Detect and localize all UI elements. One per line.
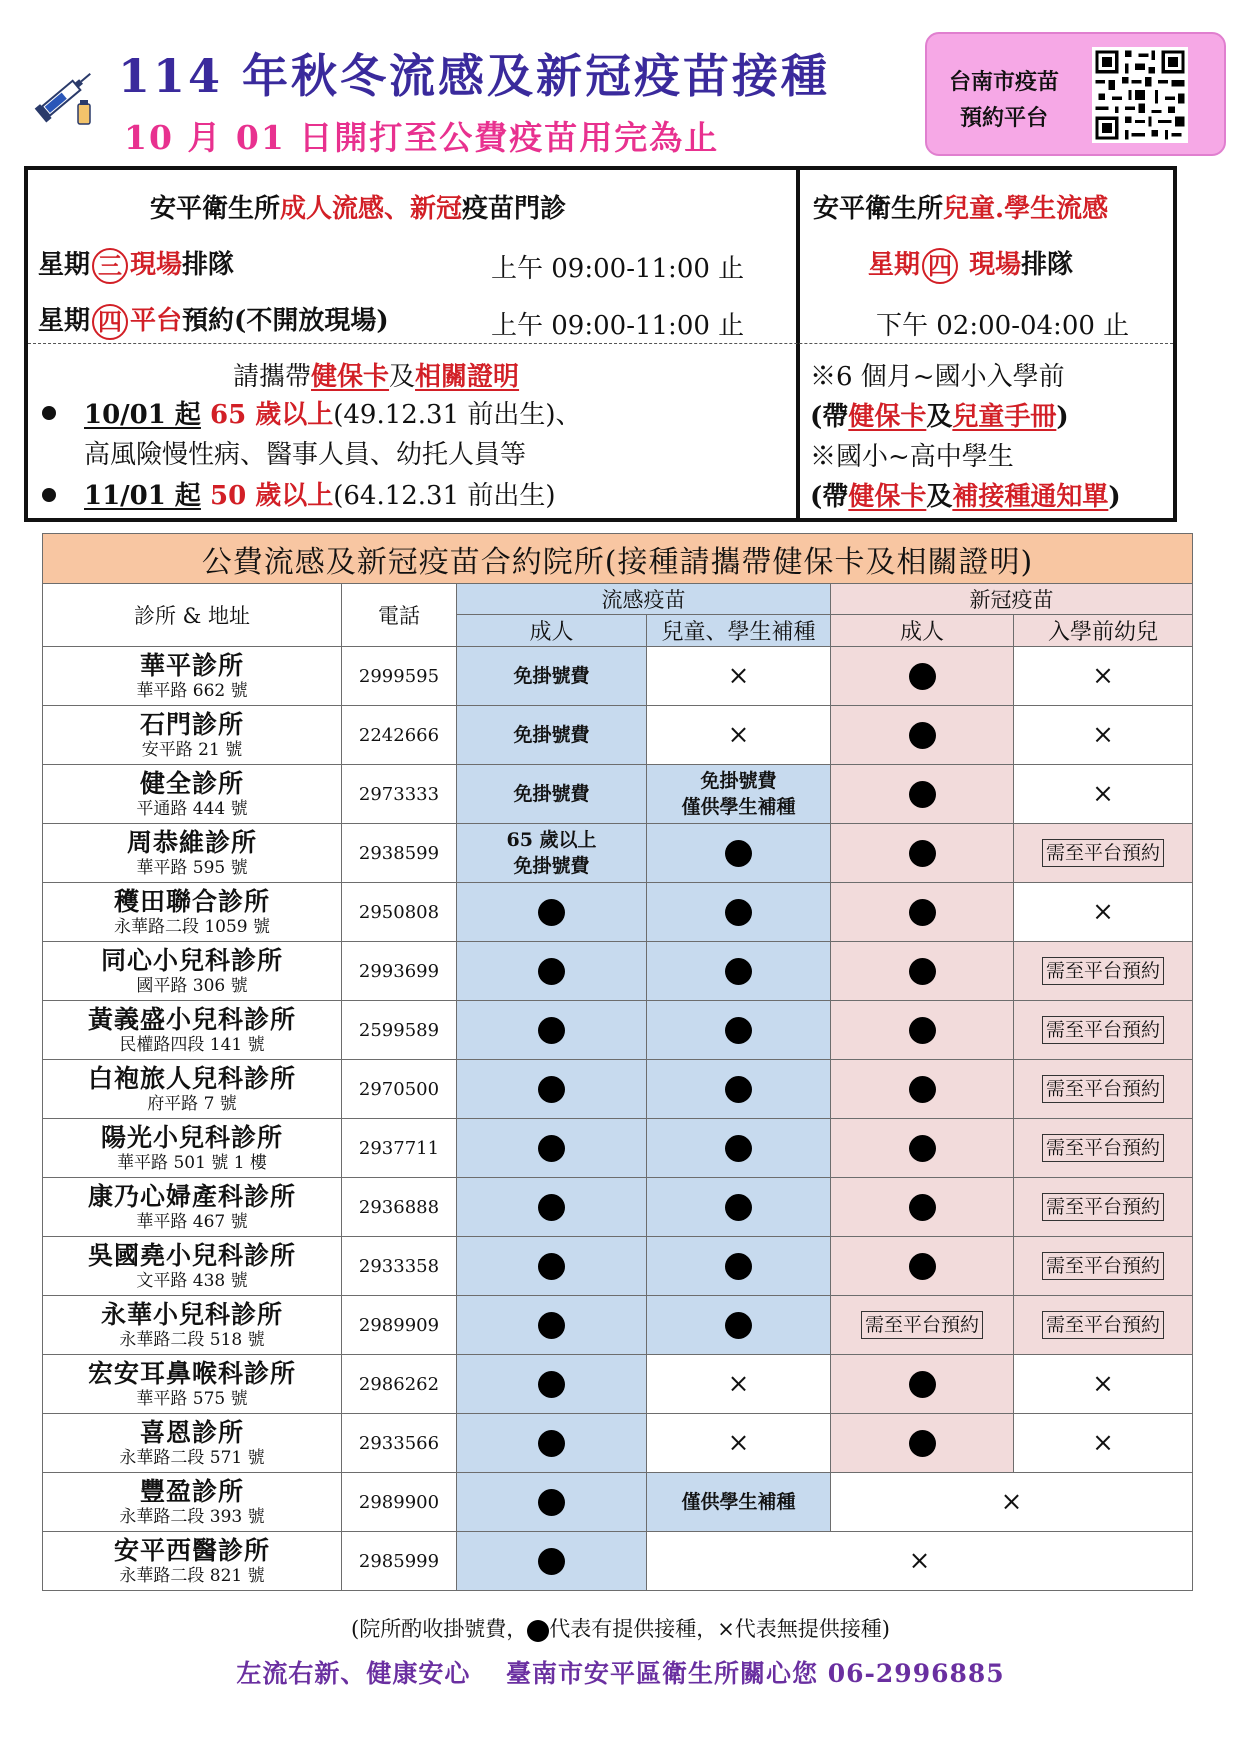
clinic-address: 永華路二段 821 號 <box>119 1566 265 1586</box>
clinic-cell <box>43 1060 342 1119</box>
flu-child-cell <box>647 1355 831 1414</box>
child-time: 下午 02:00-04:00 止 <box>876 311 1130 341</box>
clinic-name: 石門診所 <box>139 710 244 739</box>
cell-text: 免掛號費 <box>513 783 590 805</box>
filled-circle-icon <box>909 958 936 985</box>
covid-adult-cell <box>831 1001 1014 1060</box>
table-title: 公費流感及新冠疫苗合約院所(接種請攜帶健保卡及相關證明) <box>43 534 1193 584</box>
clinic-cell <box>43 1532 342 1591</box>
thu-mode: 平台 <box>130 306 183 336</box>
adult-heading-suffix: 疫苗門診 <box>462 194 567 224</box>
clinic-address: 安平路 21 號 <box>141 740 243 760</box>
clinic-phone: 2985999 <box>342 1532 457 1591</box>
clinic-phone: 2970500 <box>342 1060 457 1119</box>
table-row <box>43 1296 1193 1355</box>
col-group-covid: 新冠疫苗 <box>831 584 1193 615</box>
cross-icon: × <box>1092 1369 1114 1399</box>
clinic-address: 永華路二段 1059 號 <box>113 917 271 937</box>
child-clinic-heading <box>813 188 1108 225</box>
child-note-students: ※國小~高中學生 <box>810 442 1014 472</box>
clinic-cell <box>43 1296 342 1355</box>
flu-adult-cell <box>457 1473 647 1532</box>
cell-text: 僅供學生補種 <box>681 1491 796 1513</box>
note2-paren-open: (帶 <box>810 482 849 512</box>
child-note-students-docs <box>810 476 1121 513</box>
rule2-date: 11/01 起 <box>84 481 201 511</box>
note2-notice: 補接種通知單 <box>952 482 1109 512</box>
table-row <box>43 1473 1193 1532</box>
covid-preschool-cell <box>1014 1178 1193 1237</box>
col-header-covid-adult: 成人 <box>831 615 1014 647</box>
booking-required-badge: 需至平台預約 <box>1042 1252 1164 1280</box>
child-note-preschool: ※6 個月~國小入學前 <box>810 362 1065 392</box>
filled-circle-icon <box>909 840 936 867</box>
child-schedule <box>868 244 1073 284</box>
covid-adult-cell <box>831 883 1014 942</box>
clinic-cell <box>43 1473 342 1532</box>
filled-circle-icon <box>538 1076 565 1103</box>
flu-adult-cell <box>457 1296 647 1355</box>
clinic-cell <box>43 1237 342 1296</box>
booking-required-badge: 需至平台預約 <box>1042 1193 1164 1221</box>
booking-required-badge: 需至平台預約 <box>1042 1134 1164 1162</box>
covid-adult-cell <box>831 824 1014 883</box>
clinic-address: 華平路 575 號 <box>136 1389 248 1409</box>
clinic-phone: 2989900 <box>342 1473 457 1532</box>
col-header-covid-preschool: 入學前幼兒 <box>1014 615 1193 647</box>
flu-adult-cell <box>457 942 647 1001</box>
flu-adult-cell <box>457 706 647 765</box>
clinic-name: 黃義盛小兒科診所 <box>87 1005 296 1034</box>
note1-paren-open: (帶 <box>810 402 849 432</box>
clinic-name: 白袍旅人兒科診所 <box>87 1064 296 1093</box>
covid-preschool-cell <box>1014 1060 1193 1119</box>
flu-child-cell <box>647 765 831 824</box>
covid-adult-cell <box>831 647 1014 706</box>
cross-icon: × <box>1092 779 1114 809</box>
covid-adult-cell <box>831 1119 1014 1178</box>
rule-65-plus <box>84 394 582 431</box>
table-row <box>43 883 1193 942</box>
filled-circle-icon <box>538 1489 565 1516</box>
child-suffix: 排隊 <box>1021 250 1074 280</box>
clinic-phone: 2599589 <box>342 1001 457 1060</box>
covid-preschool-cell <box>1014 1237 1193 1296</box>
clinic-address: 府平路 7 號 <box>147 1094 237 1114</box>
covid-preschool-cell <box>1014 883 1193 942</box>
clinic-cell <box>43 824 342 883</box>
clinic-phone: 2936888 <box>342 1178 457 1237</box>
legend-prefix: (院所酌收掛號費， <box>351 1617 528 1641</box>
filled-circle-icon <box>909 1371 936 1398</box>
flu-adult-cell <box>457 1178 647 1237</box>
info-divider-vertical <box>796 170 800 518</box>
clinic-address: 永華路二段 571 號 <box>119 1448 265 1468</box>
wed-prefix: 星期 <box>38 250 91 280</box>
qr-code-icon[interactable] <box>1092 47 1188 143</box>
table-row <box>43 1001 1193 1060</box>
table-row <box>43 942 1193 1001</box>
child-day-prefix: 星期 <box>868 250 921 280</box>
filled-circle-icon <box>538 1017 565 1044</box>
table-row <box>43 1119 1193 1178</box>
filled-circle-icon <box>909 899 936 926</box>
filled-circle-icon <box>909 1017 936 1044</box>
clinic-phone: 2989909 <box>342 1296 457 1355</box>
bring-and: 及 <box>389 362 416 392</box>
wed-mode: 現場 <box>130 250 183 280</box>
wed-day-circle: 三 <box>92 248 128 284</box>
covid-adult-cell <box>831 1296 1014 1355</box>
clinic-rows <box>43 647 1193 1591</box>
clinic-cell <box>43 1355 342 1414</box>
flu-child-cell <box>647 883 831 942</box>
booking-required-badge: 需至平台預約 <box>1042 1016 1164 1044</box>
covid-adult-cell <box>831 942 1014 1001</box>
cell-text: 僅供學生補種 <box>681 796 796 818</box>
bring-prefix: 請攜帶 <box>233 362 312 392</box>
rule-high-risk: 高風險慢性病、醫事人員、幼托人員等 <box>84 440 527 470</box>
booking-required-badge: 需至平台預約 <box>1042 1311 1164 1339</box>
clinic-phone: 2993699 <box>342 942 457 1001</box>
clinic-address: 華平路 501 號 1 樓 <box>117 1153 267 1173</box>
clinic-cell <box>43 1414 342 1473</box>
filled-circle-icon <box>725 1076 752 1103</box>
clinic-phone: 2933358 <box>342 1237 457 1296</box>
child-day-circle: 四 <box>922 248 958 284</box>
flu-child-cell <box>647 1178 831 1237</box>
cross-icon: × <box>1000 1487 1023 1517</box>
table-row <box>43 1237 1193 1296</box>
clinic-info-box <box>24 166 1177 522</box>
filled-circle-icon <box>725 1194 752 1221</box>
clinic-name: 健全診所 <box>139 769 244 798</box>
child-heading-highlight: 兒童.學生流感 <box>943 194 1109 224</box>
rule2-age: 50 歲以上 <box>209 481 334 511</box>
booking-required-badge: 需至平台預約 <box>1042 839 1164 867</box>
page-subtitle: 10 月 01 日開打至公費疫苗用完為止 <box>124 118 720 157</box>
covid-preschool-cell <box>1014 1414 1193 1473</box>
adult-heading-prefix: 安平衛生所 <box>150 194 281 224</box>
flu-adult-cell <box>457 1119 647 1178</box>
flu-child-cell <box>647 1060 831 1119</box>
col-header-clinic: 診所 & 地址 <box>43 584 342 647</box>
clinic-name: 豐盈診所 <box>139 1477 244 1506</box>
note2-card: 健保卡 <box>848 482 927 512</box>
filled-circle-icon <box>909 1135 936 1162</box>
clinic-cell <box>43 706 342 765</box>
clinic-address: 華平路 595 號 <box>136 858 248 878</box>
table-row <box>43 1414 1193 1473</box>
booking-required-badge: 需至平台預約 <box>1042 1075 1164 1103</box>
flu-child-cell <box>647 942 831 1001</box>
bring-card: 健保卡 <box>311 362 390 392</box>
covid-preschool-cell <box>1014 765 1193 824</box>
table-row <box>43 824 1193 883</box>
flu-adult-cell <box>457 1001 647 1060</box>
covid-adult-cell <box>831 1178 1014 1237</box>
cross-icon: × <box>727 1428 750 1458</box>
bullet-icon <box>42 406 56 420</box>
rule-50-plus <box>84 475 556 512</box>
adult-wednesday-time: 上午 09:00-11:00 止 <box>491 254 745 284</box>
clinic-name: 安平西醫診所 <box>113 1536 270 1565</box>
covid-adult-cell <box>831 765 1014 824</box>
adult-clinic-heading <box>150 188 566 225</box>
covid-preschool-cell <box>1014 1001 1193 1060</box>
filled-circle-icon <box>909 1194 936 1221</box>
clinic-cell <box>43 883 342 942</box>
note1-and: 及 <box>926 402 953 432</box>
slogan: 左流右新、健康安心 臺南市安平區衛生所關心您 06-2996885 <box>236 1659 1005 1688</box>
flu-adult-cell <box>457 883 647 942</box>
cross-icon: × <box>727 661 750 691</box>
booking-required-badge: 需至平台預約 <box>1042 957 1164 985</box>
cell-text: 免掛號費 <box>513 665 590 687</box>
note2-and: 及 <box>926 482 953 512</box>
note1-card: 健保卡 <box>848 402 927 432</box>
filled-circle-icon <box>538 1312 565 1339</box>
col-group-flu: 流感疫苗 <box>457 584 831 615</box>
info-divider-horizontal <box>28 343 1173 344</box>
rule2-birth: (64.12.31 前出生) <box>333 481 556 511</box>
bring-proof: 相關證明 <box>415 362 520 392</box>
table-row <box>43 1355 1193 1414</box>
flu-adult-cell <box>457 1355 647 1414</box>
adult-thursday-time: 上午 09:00-11:00 止 <box>491 311 745 341</box>
clinic-name: 周恭維診所 <box>126 828 257 857</box>
filled-circle-icon <box>725 899 752 926</box>
cross-icon: × <box>1092 661 1114 691</box>
clinic-address: 平通路 444 號 <box>136 799 248 819</box>
clinic-name: 宏安耳鼻喉科診所 <box>87 1359 296 1388</box>
clinic-address: 民權路四段 141 號 <box>119 1035 265 1055</box>
wed-suffix: 排隊 <box>182 250 235 280</box>
covid-adult-cell <box>831 1414 1014 1473</box>
covid-preschool-cell <box>1014 1119 1193 1178</box>
syringe-icon <box>30 60 100 130</box>
adult-wednesday-schedule <box>38 244 234 284</box>
filled-circle-icon <box>527 1620 549 1642</box>
filled-circle-icon <box>725 958 752 985</box>
thu-suffix: 預約(不開放現場) <box>182 306 389 336</box>
child-mode: 現場 <box>969 250 1022 280</box>
filled-circle-icon <box>909 1253 936 1280</box>
filled-circle-icon <box>538 1371 565 1398</box>
note2-paren-close: ) <box>1108 482 1121 512</box>
covid-preschool-cell <box>1014 1296 1193 1355</box>
clinic-cell <box>43 1178 342 1237</box>
filled-circle-icon <box>909 1076 936 1103</box>
filled-circle-icon <box>725 840 752 867</box>
filled-circle-icon <box>538 958 565 985</box>
clinic-name: 康乃心婦產科診所 <box>87 1182 296 1211</box>
filled-circle-icon <box>538 1253 565 1280</box>
rule1-age: 65 歲以上 <box>209 400 334 430</box>
flu-adult-cell <box>457 824 647 883</box>
note1-book: 兒童手冊 <box>952 402 1057 432</box>
cross-icon: × <box>727 720 750 750</box>
filled-circle-icon <box>725 1253 752 1280</box>
cross-icon: × <box>1092 1428 1114 1458</box>
filled-circle-icon <box>909 722 936 749</box>
legend-cross-text: ×代表無提供接種) <box>717 1617 890 1641</box>
adult-heading-highlight: 成人流感、新冠 <box>280 194 463 224</box>
covid-adult-cell <box>831 1060 1014 1119</box>
flu-adult-cell <box>457 765 647 824</box>
table-row <box>43 1060 1193 1119</box>
clinic-address: 國平路 306 號 <box>136 976 248 996</box>
filled-circle-icon <box>538 899 565 926</box>
cross-icon: × <box>1092 897 1114 927</box>
child-note-preschool-docs <box>810 396 1069 433</box>
clinic-name: 陽光小兒科診所 <box>100 1123 283 1152</box>
platform-label-line2: 預約平台 <box>959 105 1048 131</box>
clinic-address: 華平路 467 號 <box>136 1212 248 1232</box>
table-row <box>43 706 1193 765</box>
filled-circle-icon <box>538 1135 565 1162</box>
clinic-phone: 2938599 <box>342 824 457 883</box>
cross-icon: × <box>1092 720 1114 750</box>
filled-circle-icon <box>725 1017 752 1044</box>
table-row <box>43 765 1193 824</box>
bring-documents-note <box>233 356 519 393</box>
cross-icon: × <box>908 1546 931 1576</box>
platform-label <box>939 64 1069 136</box>
filled-circle-icon <box>538 1430 565 1457</box>
cell-text: 免掛號費 <box>513 855 590 877</box>
covid-adult-cell <box>831 1237 1014 1296</box>
clinic-name: 永華小兒科診所 <box>100 1300 283 1329</box>
flu-child-cell <box>647 706 831 765</box>
filled-circle-icon <box>538 1548 565 1575</box>
flu-adult-cell <box>457 647 647 706</box>
flu-adult-cell <box>457 1237 647 1296</box>
cell-text: 免掛號費 <box>513 724 590 746</box>
adult-thursday-schedule <box>38 300 389 340</box>
filled-circle-icon <box>538 1194 565 1221</box>
clinic-name: 喜恩診所 <box>139 1418 244 1447</box>
clinic-phone: 2950808 <box>342 883 457 942</box>
page-title: 114 年秋冬流感及新冠疫苗接種 <box>118 49 831 103</box>
filled-circle-icon <box>909 781 936 808</box>
child-heading-prefix: 安平衛生所 <box>813 194 944 224</box>
covid-adult-cell <box>831 706 1014 765</box>
legend-dot-text: 代表有提供接種， <box>549 1617 718 1641</box>
filled-circle-icon <box>725 1312 752 1339</box>
covid-unavailable-cell <box>831 1473 1193 1532</box>
covid-preschool-cell <box>1014 1355 1193 1414</box>
flu-child-cell <box>647 1414 831 1473</box>
clinic-cell <box>43 765 342 824</box>
cross-icon: × <box>727 1369 750 1399</box>
rule1-date: 10/01 起 <box>84 400 201 430</box>
clinic-name: 吳國堯小兒科診所 <box>87 1241 296 1270</box>
clinic-phone: 2937711 <box>342 1119 457 1178</box>
clinic-address: 文平路 438 號 <box>136 1271 248 1291</box>
flu-child-cell <box>647 824 831 883</box>
booking-platform-box[interactable] <box>925 32 1226 156</box>
filled-circle-icon <box>725 1135 752 1162</box>
bullet-icon <box>42 488 56 502</box>
flu-child-cell <box>647 1001 831 1060</box>
platform-label-line1: 台南市疫苗 <box>948 69 1059 95</box>
clinic-cell <box>43 647 342 706</box>
filled-circle-icon <box>909 663 936 690</box>
clinic-phone: 2986262 <box>342 1355 457 1414</box>
table-row <box>43 1178 1193 1237</box>
clinic-cell <box>43 1119 342 1178</box>
flu-child-cell <box>647 1119 831 1178</box>
clinic-phone: 2999595 <box>342 647 457 706</box>
clinic-address: 永華路二段 518 號 <box>119 1330 265 1350</box>
clinic-cell <box>43 942 342 1001</box>
clinic-cell <box>43 1001 342 1060</box>
cell-text: 65 歲以上 <box>506 829 597 851</box>
clinic-table <box>42 533 1193 1591</box>
clinic-address: 永華路二段 393 號 <box>119 1507 265 1527</box>
thu-prefix: 星期 <box>38 306 91 336</box>
clinic-phone: 2242666 <box>342 706 457 765</box>
clinic-name: 華平診所 <box>139 651 244 680</box>
clinic-phone: 2933566 <box>342 1414 457 1473</box>
table-row <box>43 647 1193 706</box>
clinic-address: 華平路 662 號 <box>136 681 248 701</box>
thu-day-circle: 四 <box>92 304 128 340</box>
covid-preschool-cell <box>1014 824 1193 883</box>
flu-child-cell <box>647 647 831 706</box>
clinic-name: 穫田聯合診所 <box>113 887 270 916</box>
rule1-birth: (49.12.31 前出生)、 <box>333 400 582 430</box>
col-header-phone: 電話 <box>342 584 457 647</box>
table-row <box>43 1532 1193 1591</box>
note1-paren-close: ) <box>1056 402 1069 432</box>
col-header-flu-adult: 成人 <box>457 615 647 647</box>
booking-required-badge: 需至平台預約 <box>861 1311 983 1339</box>
clinic-phone: 2973333 <box>342 765 457 824</box>
flu-child-cell <box>647 1473 831 1532</box>
clinic-name: 同心小兒科診所 <box>100 946 283 975</box>
flu-child-cell <box>647 1237 831 1296</box>
unavailable-cell <box>647 1532 1193 1591</box>
covid-preschool-cell <box>1014 942 1193 1001</box>
flu-child-cell <box>647 1296 831 1355</box>
cell-text: 免掛號費 <box>700 770 777 792</box>
covid-preschool-cell <box>1014 647 1193 706</box>
col-header-flu-child: 兒童、學生補種 <box>647 615 831 647</box>
covid-preschool-cell <box>1014 706 1193 765</box>
flu-adult-cell <box>457 1532 647 1591</box>
flu-adult-cell <box>457 1060 647 1119</box>
filled-circle-icon <box>909 1430 936 1457</box>
covid-adult-cell <box>831 1355 1014 1414</box>
flu-adult-cell <box>457 1414 647 1473</box>
legend <box>0 1613 1241 1643</box>
